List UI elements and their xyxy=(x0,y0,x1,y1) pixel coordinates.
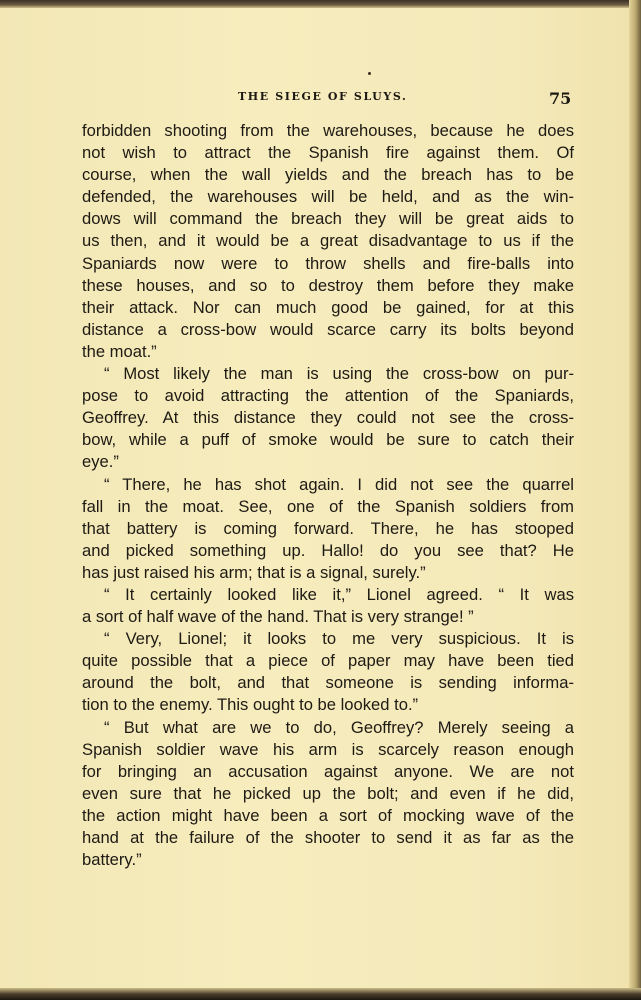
text-line: battery.” xyxy=(82,850,142,870)
text-line: fall in the moat. See, one of the Spanish soldiers from xyxy=(82,496,574,516)
text-line: “ There, he has shot again. I did not see the quarrel xyxy=(104,474,574,494)
page-right-edge xyxy=(629,0,641,1000)
text-line: “ But what are we to do, Geoffrey? Merely seeing a xyxy=(104,717,574,737)
text-line: Spaniards now were to throw shells and fire-balls into xyxy=(82,253,574,273)
text-line: their attack. Nor can much good be gained, for at this xyxy=(82,297,574,317)
text-line: forbidden shooting from the warehouses, because he does xyxy=(82,121,574,140)
page-bottom-edge xyxy=(0,988,641,1000)
text-line: has just raised his arm; that is a signal, surely.” xyxy=(82,562,426,582)
text-line: pose to avoid attracting the attention of the Spaniards, xyxy=(82,386,574,406)
text-line: quite possible that a piece of paper may have been tied xyxy=(82,651,574,671)
text-line: bow, while a puff of smoke would be sure to catch their xyxy=(82,430,574,450)
text-line: not wish to attract the Spanish fire against them. Of xyxy=(82,143,574,163)
text-line: these houses, and so to destroy them before they make xyxy=(82,275,574,295)
text-line: distance a cross-bow would scarce carry its bolts beyond xyxy=(82,319,574,339)
text-line: us then, and it would be a great disadvantage to us if the xyxy=(82,231,574,251)
running-title: THE SIEGE OF SLUYS. xyxy=(238,90,408,103)
text-line: the moat.” xyxy=(82,341,157,361)
text-line: Geoffrey. At this distance they could not see the cross- xyxy=(82,408,574,428)
text-line: “ Most likely the man is using the cross-bow on pur- xyxy=(104,364,574,384)
text-line: course, when the wall yields and the breach has to be xyxy=(82,165,574,185)
text-line: eye.” xyxy=(82,452,119,472)
body-text xyxy=(82,120,574,871)
page-number: 75 xyxy=(549,89,572,108)
text-line: “ Very, Lionel; it looks to me very suspicious. It is xyxy=(104,629,574,649)
ink-speck xyxy=(368,72,371,75)
page-top-edge xyxy=(0,0,641,8)
text-line: tion to the enemy. This ought to be looked to.” xyxy=(82,695,419,715)
text-line: the action might have been a sort of mocking wave of the xyxy=(82,805,574,825)
text-line: Spanish soldier wave his arm is scarcely reason enough xyxy=(82,739,574,759)
text-line: a sort of half wave of the hand. That is very strange! ” xyxy=(82,607,474,627)
text-line: for bringing an accusation against anyone. We are not xyxy=(82,761,574,781)
text-line: hand at the failure of the shooter to send it as far as the xyxy=(82,828,574,847)
text-line: even sure that he picked up the bolt; and even if he did, xyxy=(82,783,574,803)
text-line: defended, the warehouses will be held, and as the win- xyxy=(82,187,574,207)
text-line: dows will command the breach they will be great aids to xyxy=(82,209,574,229)
text-line: around the bolt, and that someone is sending informa- xyxy=(82,673,574,693)
text-line: that battery is coming forward. There, he has stooped xyxy=(82,518,574,538)
text-line: “ It certainly looked like it,” Lionel agreed. “ It was xyxy=(104,584,574,604)
text-line: and picked something up. Hallo! do you see that? He xyxy=(82,540,574,560)
